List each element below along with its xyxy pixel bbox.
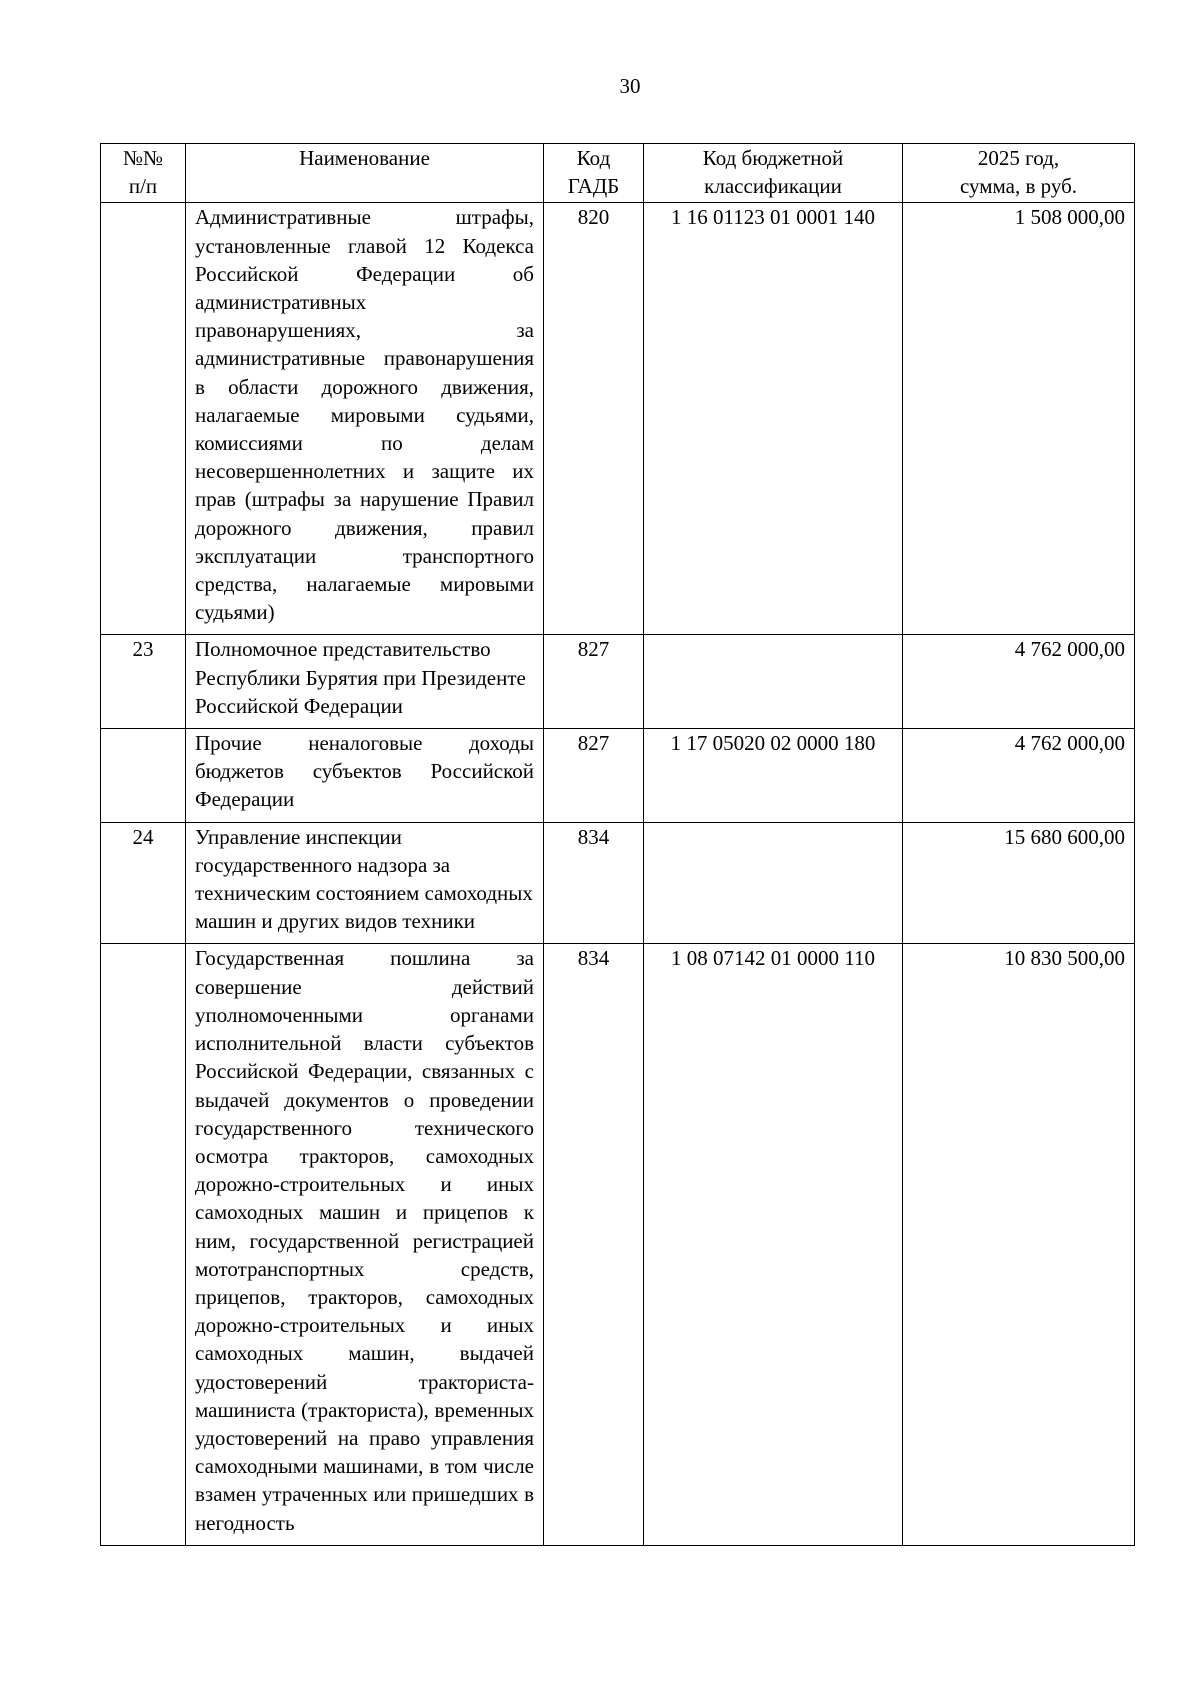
- row-name: Полномочное представительство Республики Бурятия при Президенте Российской Федерации: [186, 635, 544, 729]
- budget-revenue-table: [100, 143, 1135, 1546]
- header-sum-line1: 2025 год,: [977, 146, 1060, 170]
- table-header: [101, 144, 1135, 203]
- row-number: 23: [101, 635, 186, 729]
- table-row: [101, 729, 1135, 823]
- row-amount: 1 508 000,00: [903, 203, 1135, 635]
- header-gadb-line2: ГАДБ: [567, 174, 620, 199]
- row-name: Административные штрафы, установленные главой 12 Кодекса Российской Федерации об административных правонарушениях, за административные правонарушения в области дорожного движения, налагаемые мировыми судьями, комиссиями по делам несовершеннолетних и защите их прав (штрафы за нарушение Правил дорожного движения, правил эксплуатации транспортного средства, налагаемые мировыми судьями): [186, 203, 544, 635]
- header-number: [101, 144, 186, 203]
- header-kbk: [644, 144, 903, 203]
- table-row: [101, 635, 1135, 729]
- table-row: [101, 822, 1135, 944]
- row-kbk-code: [644, 635, 903, 729]
- header-number-line1: №№: [122, 146, 164, 170]
- row-kbk-code: 1 16 01123 01 0001 140: [644, 203, 903, 635]
- row-kbk-code: 1 08 07142 01 0000 110: [644, 944, 903, 1545]
- row-name: Прочие неналоговые доходы бюджетов субъектов Российской Федерации: [186, 729, 544, 823]
- header-kbk-line2: классификации: [704, 174, 842, 199]
- table-row: [101, 203, 1135, 635]
- header-gadb-line1: Код: [576, 146, 611, 170]
- table-row: [101, 944, 1135, 1545]
- page-number: 30: [619, 74, 641, 98]
- row-gadb-code: 827: [544, 729, 644, 823]
- row-number: [101, 944, 186, 1545]
- row-number: [101, 203, 186, 635]
- row-gadb-code: 827: [544, 635, 644, 729]
- row-kbk-code: [644, 822, 903, 944]
- header-sum-line2: сумма, в руб.: [959, 174, 1078, 199]
- row-number: [101, 729, 186, 823]
- header-name: [186, 144, 544, 203]
- row-name: Управление инспекции государственного надзора за техническим состоянием самоходных машин и других видов техники: [186, 822, 544, 944]
- row-amount: 15 680 600,00: [903, 822, 1135, 944]
- header-name-line1: Наименование: [299, 146, 430, 170]
- row-amount: 4 762 000,00: [903, 729, 1135, 823]
- row-amount: 10 830 500,00: [903, 944, 1135, 1545]
- header-row: [101, 144, 1135, 203]
- row-amount: 4 762 000,00: [903, 635, 1135, 729]
- row-kbk-code: 1 17 05020 02 0000 180: [644, 729, 903, 823]
- header-kbk-line1: Код бюджетной: [702, 146, 844, 170]
- row-gadb-code: 834: [544, 944, 644, 1545]
- row-gadb-code: 820: [544, 203, 644, 635]
- header-sum: [903, 144, 1135, 203]
- row-name: Государственная пошлина за совершение действий уполномоченными органами исполнительной власти субъектов Российской Федерации, связанных с выдачей документов о проведении государственного технического осмотра тракторов, самоходных дорожно-строительных и иных самоходных машин и прицепов к ним, государственной регистрацией мототранспортных средств, прицепов, тракторов, самоходных дорожно-строительных и иных самоходных машин, выдачей удостоверений тракториста-машиниста (тракториста), временных удостоверений на право управления самоходными машинами, в том числе взамен утраченных или пришедших в негодность: [186, 944, 544, 1545]
- row-number: 24: [101, 822, 186, 944]
- row-gadb-code: 834: [544, 822, 644, 944]
- header-gadb: [544, 144, 644, 203]
- header-number-line2: п/п: [128, 174, 158, 199]
- table-body: [101, 203, 1135, 1545]
